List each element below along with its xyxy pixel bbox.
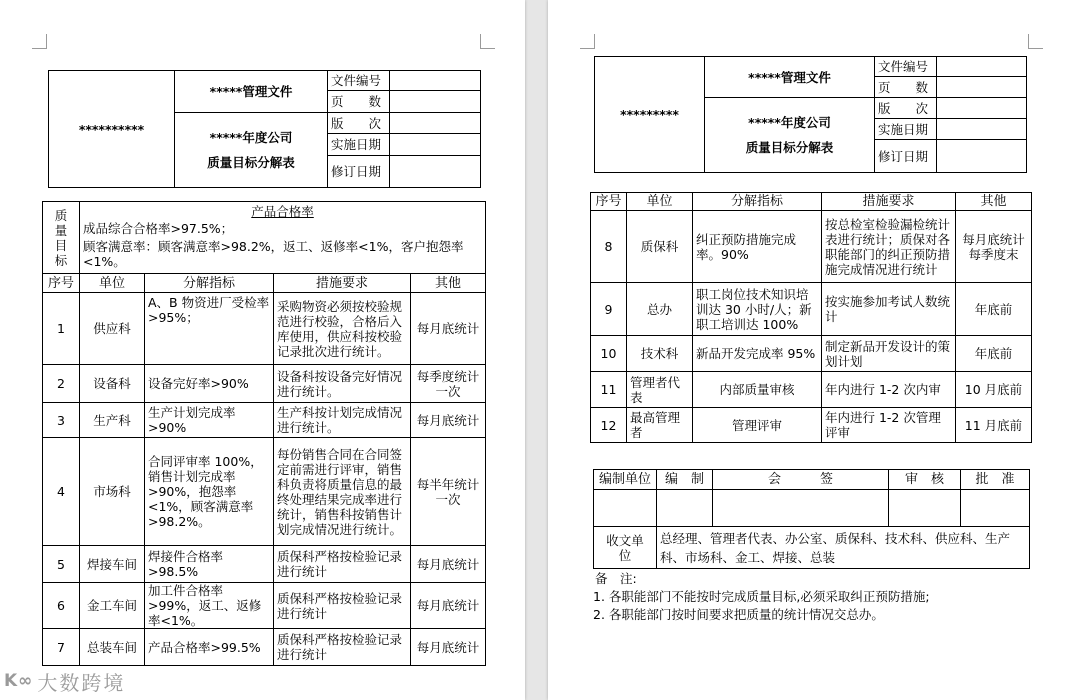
table-row (591, 211, 1032, 283)
row-unit: 供应科 (80, 293, 145, 365)
row-other: 年底前 (956, 336, 1032, 372)
row-no: 11 (591, 372, 627, 408)
row-no: 10 (591, 336, 627, 372)
row-index: 加工件合格率>99%，返工、返修率<1%。 (145, 583, 274, 629)
field-value (390, 71, 481, 91)
row-no: 1 (43, 293, 80, 365)
field-value (937, 57, 1027, 77)
signoff-cell (594, 490, 657, 527)
column-header-index: 分解指标 (145, 274, 274, 293)
table-row (43, 365, 486, 403)
row-measure: 生产科按计划完成情况进行统计。 (274, 403, 411, 438)
watermark-text: 大数跨境 (37, 670, 126, 695)
row-measure: 年内进行 1-2 次管理评审 (822, 408, 956, 443)
row-other: 每季度统计一次 (411, 365, 486, 403)
row-measure: 质保科严格按检验记录进行统计 (274, 583, 411, 629)
field-value (390, 113, 481, 134)
note-item: 2. 各职能部门按时间要求把质量的统计情况交总办。 (593, 607, 884, 622)
doc-type: *****管理文件 (705, 57, 875, 98)
table-row (591, 408, 1032, 443)
row-no: 12 (591, 408, 627, 443)
row-no: 5 (43, 546, 80, 583)
row-index: A、B 物资进厂受检率>95%； (145, 293, 274, 365)
receiver-label: 收文单位 (594, 527, 657, 569)
row-unit: 焊接车间 (80, 546, 145, 583)
row-other: 11 月底前 (956, 408, 1032, 443)
signoff-table (593, 469, 1030, 569)
row-measure: 按总检室检验漏检统计表进行统计；质保对各职能部门的纠正预防措施完成情况进行统计 (822, 211, 956, 283)
row-other: 每月底统计 (411, 629, 486, 666)
row-index: 焊接件合格率>98.5% (145, 546, 274, 583)
watermark (4, 667, 125, 695)
row-measure: 按实施参加考试人数统计 (822, 283, 956, 336)
column-header-measure: 措施要求 (822, 193, 956, 211)
row-measure: 质保科严格按检验记录进行统计 (274, 629, 411, 666)
row-unit: 管理者代表 (627, 372, 693, 408)
field-value (937, 77, 1027, 98)
signoff-cell (961, 490, 1030, 527)
row-index: 职工岗位技术知识培训达 30 小时/人；新职工培训达 100% (693, 283, 822, 336)
signoff-header: 批 准 (961, 470, 1030, 490)
field-label: 修订日期 (875, 140, 937, 173)
field-label: 页 数 (875, 77, 937, 98)
receiver-list: 总经理、管理者代表、办公室、质保科、技术科、供应科、生产科、市场科、金工、焊接、总装 (657, 527, 1030, 569)
signoff-header: 会 签 (713, 470, 889, 490)
column-header-no: 序号 (43, 274, 80, 293)
row-unit: 设备科 (80, 365, 145, 403)
row-other: 每月底统计每季度末 (956, 211, 1032, 283)
row-measure: 质保科严格按检验记录进行统计 (274, 546, 411, 583)
row-measure: 年内进行 1-2 次内审 (822, 372, 956, 408)
doc-type: *****管理文件 (175, 71, 328, 113)
field-label: 文件编号 (328, 71, 390, 91)
row-other: 每半年统计一次 (411, 438, 486, 546)
field-value (390, 91, 481, 113)
signoff-cell (657, 490, 713, 527)
row-index: 设备完好率>90% (145, 365, 274, 403)
row-measure: 每份销售合同在合同签定前需进行评审，销售科负责将质量信息的最终处理结果完成率进行统计，销售科按销售计划完成情况进行统计。 (274, 438, 411, 546)
signoff-header: 编 制 (657, 470, 713, 490)
field-label: 修订日期 (328, 156, 390, 188)
breakdown-table (590, 192, 1032, 443)
row-other: 每月底统计 (411, 293, 486, 365)
field-label: 页 数 (328, 91, 390, 113)
header-table (48, 70, 481, 188)
row-other: 10 月底前 (956, 372, 1032, 408)
document-page-right (548, 0, 1080, 700)
table-row (43, 403, 486, 438)
row-other: 每月底统计 (411, 403, 486, 438)
table-row (43, 546, 486, 583)
watermark-logo-icon: K∞ (4, 671, 34, 691)
row-no: 6 (43, 583, 80, 629)
row-measure: 制定新品开发设计的策划计划 (822, 336, 956, 372)
column-header-unit: 单位 (627, 193, 693, 211)
table-row (43, 583, 486, 629)
row-index: 合同评审率 100%，销售计划完成率>90%，抱怨率<1%，顾客满意率>98.2%。 (145, 438, 274, 546)
field-value (390, 134, 481, 156)
doc-title (705, 98, 875, 173)
title-line-1: *****年度公司 (748, 115, 831, 130)
row-index: 内部质量审核 (693, 372, 822, 408)
signoff-header: 编制单位 (594, 470, 657, 490)
title-line-2: 质量目标分解表 (745, 140, 834, 155)
column-header-unit: 单位 (80, 274, 145, 293)
quality-target-line: 成品综合合格率>97.5%； (83, 221, 234, 236)
column-header-no: 序号 (591, 193, 627, 211)
crop-mark (32, 34, 47, 49)
field-value (937, 140, 1027, 173)
row-index: 管理评审 (693, 408, 822, 443)
row-measure: 采购物资必须按校验规范进行校验，合格后入库使用，供应科按校验记录批次进行统计。 (274, 293, 411, 365)
row-no: 8 (591, 211, 627, 283)
column-header-other: 其他 (411, 274, 486, 293)
column-header-other: 其他 (956, 193, 1032, 211)
column-header-measure: 措施要求 (274, 274, 411, 293)
row-no: 7 (43, 629, 80, 666)
table-row (43, 438, 486, 546)
row-no: 3 (43, 403, 80, 438)
company-name: ********** (49, 71, 175, 188)
note-item: 1. 各职能部门不能按时完成质量目标,必须采取纠正预防措施; (593, 589, 930, 604)
row-unit: 总办 (627, 283, 693, 336)
row-unit: 最高管理者 (627, 408, 693, 443)
row-no: 2 (43, 365, 80, 403)
row-no: 4 (43, 438, 80, 546)
signoff-cell (713, 490, 889, 527)
table-row (43, 629, 486, 666)
row-other: 每月底统计 (411, 546, 486, 583)
table-row (591, 372, 1032, 408)
crop-mark (580, 34, 595, 49)
field-label: 版 次 (875, 98, 937, 119)
crop-mark (1028, 34, 1043, 49)
title-line-2: 质量目标分解表 (207, 155, 295, 170)
row-other: 年底前 (956, 283, 1032, 336)
row-index: 产品合格率>99.5% (145, 629, 274, 666)
breakdown-table (42, 201, 486, 666)
row-unit: 金工车间 (80, 583, 145, 629)
quality-target-line: 顾客满意率：顾客满意率>98.2%，返工、返修率<1%，客户抱怨率<1%。 (83, 239, 464, 269)
notes-title: 备 注: (595, 571, 637, 586)
row-index: 生产计划完成率>90% (145, 403, 274, 438)
doc-title (175, 113, 328, 188)
table-row (591, 336, 1032, 372)
quality-target-content (80, 202, 486, 274)
row-other: 每月底统计 (411, 583, 486, 629)
row-unit: 质保科 (627, 211, 693, 283)
signoff-cell (889, 490, 961, 527)
crop-mark (480, 34, 495, 49)
row-unit: 技术科 (627, 336, 693, 372)
quality-target-label: 质量目标 (43, 202, 80, 274)
row-index: 新品开发完成率 95% (693, 336, 822, 372)
quality-target-title: 产品合格率 (251, 204, 314, 219)
column-header-index: 分解指标 (693, 193, 822, 211)
document-page-left (0, 0, 525, 700)
field-value (937, 98, 1027, 119)
company-name: ********* (595, 57, 705, 173)
row-unit: 市场科 (80, 438, 145, 546)
table-row (591, 283, 1032, 336)
row-unit: 总装车间 (80, 629, 145, 666)
row-unit: 生产科 (80, 403, 145, 438)
field-value (390, 156, 481, 188)
row-index: 纠正预防措施完成率。90% (693, 211, 822, 283)
field-value (937, 119, 1027, 140)
field-label: 实施日期 (328, 134, 390, 156)
notes (593, 570, 1053, 624)
signoff-header: 审 核 (889, 470, 961, 490)
field-label: 版 次 (328, 113, 390, 134)
table-row (43, 293, 486, 365)
row-measure: 设备科按设备完好情况进行统计。 (274, 365, 411, 403)
row-no: 9 (591, 283, 627, 336)
header-table (594, 56, 1027, 173)
field-label: 实施日期 (875, 119, 937, 140)
title-line-1: *****年度公司 (209, 130, 293, 145)
field-label: 文件编号 (875, 57, 937, 77)
